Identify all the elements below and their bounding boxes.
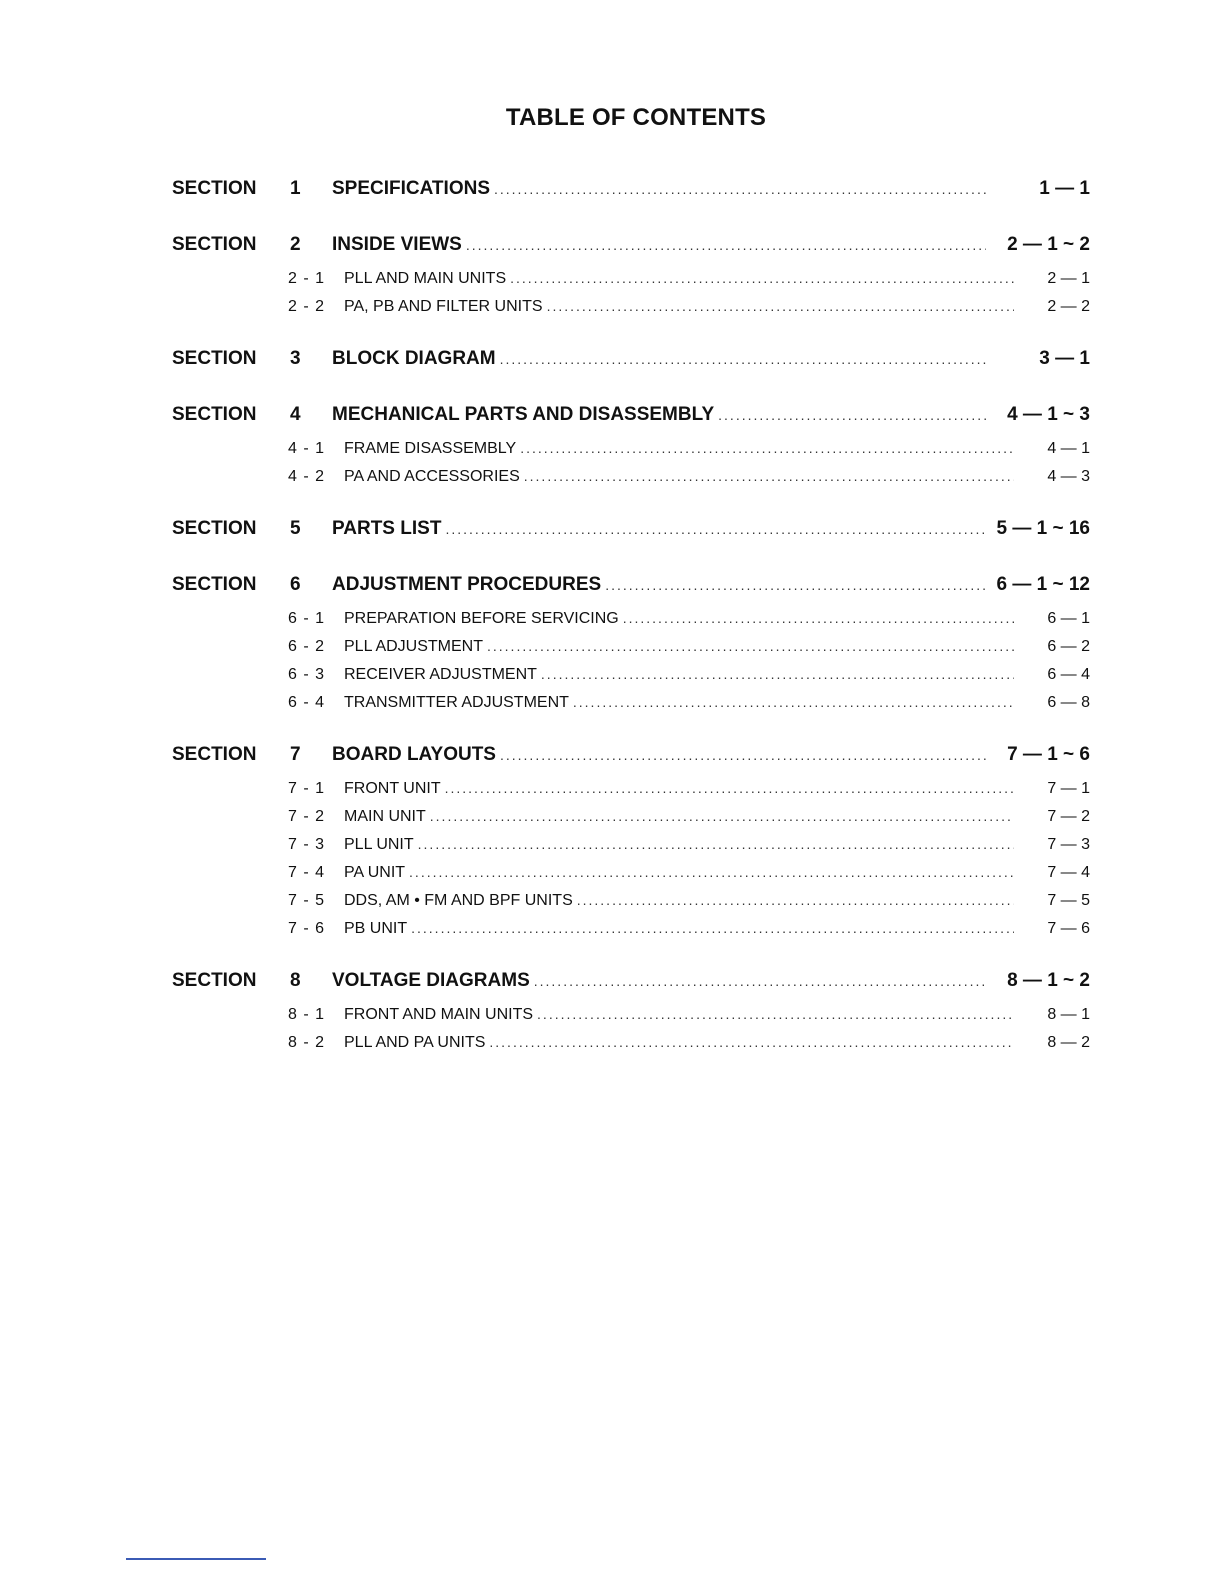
dot-leader xyxy=(409,864,1014,880)
section-number: 4 xyxy=(290,404,301,425)
toc-subsection-row[interactable] xyxy=(172,1034,1090,1062)
section-word: SECTION xyxy=(172,574,257,595)
section-word: SECTION xyxy=(172,178,257,199)
toc-subsection-row[interactable] xyxy=(172,892,1090,920)
subsection-number: 2 - 1 xyxy=(288,270,326,287)
dot-leader xyxy=(623,610,1014,626)
toc-section-row[interactable] xyxy=(172,348,1090,382)
section-word: SECTION xyxy=(172,970,257,991)
subsection-title: PREPARATION BEFORE SERVICING xyxy=(344,610,619,627)
toc-section-row[interactable] xyxy=(172,404,1090,438)
toc-section-row[interactable] xyxy=(172,234,1090,268)
subsection-number: 6 - 3 xyxy=(288,666,326,683)
toc-section xyxy=(172,404,1090,518)
section-title: MECHANICAL PARTS AND DISASSEMBLY xyxy=(332,404,715,425)
toc-section-row[interactable] xyxy=(172,970,1090,1004)
page-title: TABLE OF CONTENTS xyxy=(505,104,767,131)
subsection-number: 7 - 6 xyxy=(288,920,326,937)
toc-section xyxy=(172,744,1090,970)
subsection-number: 7 - 4 xyxy=(288,864,326,881)
section-number: 6 xyxy=(290,574,301,595)
dot-leader xyxy=(547,298,1014,314)
dot-leader xyxy=(718,407,986,423)
subsection-number: 7 - 5 xyxy=(288,892,326,909)
section-number: 7 xyxy=(290,744,301,765)
toc-section-row[interactable] xyxy=(172,518,1090,552)
dot-leader xyxy=(520,440,1014,456)
toc-subsection-row[interactable] xyxy=(172,808,1090,836)
subsection-list xyxy=(172,1006,1090,1062)
subsection-number: 6 - 2 xyxy=(288,638,326,655)
toc-section xyxy=(172,348,1090,404)
subsection-title: RECEIVER ADJUSTMENT xyxy=(344,666,537,683)
subsection-page: 7 — 5 xyxy=(1047,892,1090,909)
subsection-title: PLL UNIT xyxy=(344,836,414,853)
subsection-title: FRAME DISASSEMBLY xyxy=(344,440,517,457)
subsection-number: 6 - 4 xyxy=(288,694,326,711)
section-title: ADJUSTMENT PROCEDURES xyxy=(332,574,602,595)
section-page-range: 8 — 1 ~ 2 xyxy=(1007,970,1090,991)
dot-leader xyxy=(466,237,986,253)
subsection-number: 7 - 3 xyxy=(288,836,326,853)
section-page-range: 2 — 1 ~ 2 xyxy=(1007,234,1090,255)
subsection-page: 4 — 1 xyxy=(1047,440,1090,457)
subsection-page: 7 — 4 xyxy=(1047,864,1090,881)
toc-subsection-row[interactable] xyxy=(172,1006,1090,1034)
subsection-list xyxy=(172,440,1090,496)
section-spacer xyxy=(172,496,1090,518)
subsection-list xyxy=(172,780,1090,948)
subsection-title: DDS, AM • FM AND BPF UNITS xyxy=(344,892,573,909)
subsection-title: PA UNIT xyxy=(344,864,406,881)
dot-leader xyxy=(534,973,986,989)
toc-subsection-row[interactable] xyxy=(172,780,1090,808)
dot-leader xyxy=(577,892,1014,908)
dot-leader xyxy=(605,577,986,593)
dot-leader xyxy=(524,468,1014,484)
subsection-title: PA AND ACCESSORIES xyxy=(344,468,520,485)
section-word: SECTION xyxy=(172,744,257,765)
subsection-title: PLL ADJUSTMENT xyxy=(344,638,483,655)
section-number: 8 xyxy=(290,970,301,991)
section-title: VOLTAGE DIAGRAMS xyxy=(332,970,530,991)
toc-subsection-row[interactable] xyxy=(172,270,1090,298)
subsection-page: 6 — 2 xyxy=(1047,638,1090,655)
subsection-number: 8 - 1 xyxy=(288,1006,326,1023)
subsection-title: FRONT UNIT xyxy=(344,780,441,797)
subsection-page: 8 — 1 xyxy=(1047,1006,1090,1023)
dot-leader xyxy=(573,694,1014,710)
subsection-page: 4 — 3 xyxy=(1047,468,1090,485)
toc-section xyxy=(172,178,1090,234)
subsection-number: 4 - 2 xyxy=(288,468,326,485)
dot-leader xyxy=(487,638,1014,654)
toc-subsection-row[interactable] xyxy=(172,638,1090,666)
subsection-page: 7 — 2 xyxy=(1047,808,1090,825)
section-page-range: 5 — 1 ~ 16 xyxy=(996,518,1090,539)
section-title: PARTS LIST xyxy=(332,518,442,539)
toc-section-row[interactable] xyxy=(172,744,1090,778)
subsection-page: 2 — 1 xyxy=(1047,270,1090,287)
toc-section xyxy=(172,970,1090,1062)
section-spacer xyxy=(172,722,1090,744)
section-spacer xyxy=(172,382,1090,404)
section-page-range: 6 — 1 ~ 12 xyxy=(996,574,1090,595)
section-number: 2 xyxy=(290,234,301,255)
section-word: SECTION xyxy=(172,518,257,539)
toc-subsection-row[interactable] xyxy=(172,836,1090,864)
subsection-list xyxy=(172,610,1090,722)
toc-subsection-row[interactable] xyxy=(172,468,1090,496)
toc-subsection-row[interactable] xyxy=(172,694,1090,722)
subsection-page: 7 — 6 xyxy=(1047,920,1090,937)
section-page-range: 4 — 1 ~ 3 xyxy=(1007,404,1090,425)
dot-leader xyxy=(489,1034,1014,1050)
dot-leader xyxy=(418,836,1014,852)
toc-subsection-row[interactable] xyxy=(172,298,1090,326)
subsection-page: 2 — 2 xyxy=(1047,298,1090,315)
section-word: SECTION xyxy=(172,404,257,425)
section-spacer xyxy=(172,212,1090,234)
dot-leader xyxy=(430,808,1014,824)
toc-subsection-row[interactable] xyxy=(172,440,1090,468)
section-title: SPECIFICATIONS xyxy=(332,178,490,199)
section-page-range: 1 — 1 xyxy=(1039,178,1090,199)
dot-leader xyxy=(510,270,1014,286)
section-number: 1 xyxy=(290,178,301,199)
dot-leader xyxy=(500,351,986,367)
section-title: BLOCK DIAGRAM xyxy=(332,348,496,369)
subsection-page: 7 — 1 xyxy=(1047,780,1090,797)
subsection-title: MAIN UNIT xyxy=(344,808,426,825)
subsection-number: 8 - 2 xyxy=(288,1034,326,1051)
subsection-number: 7 - 1 xyxy=(288,780,326,797)
section-title: BOARD LAYOUTS xyxy=(332,744,496,765)
dot-leader xyxy=(541,666,1014,682)
dot-leader xyxy=(500,747,986,763)
toc-section xyxy=(172,574,1090,744)
section-page-range: 3 — 1 xyxy=(1039,348,1090,369)
section-spacer xyxy=(172,948,1090,970)
subsection-page: 6 — 4 xyxy=(1047,666,1090,683)
subsection-page: 6 — 8 xyxy=(1047,694,1090,711)
dot-leader xyxy=(411,920,1014,936)
section-spacer xyxy=(172,326,1090,348)
section-spacer xyxy=(172,552,1090,574)
toc-subsection-row[interactable] xyxy=(172,864,1090,892)
section-word: SECTION xyxy=(172,234,257,255)
section-number: 3 xyxy=(290,348,301,369)
subsection-list xyxy=(172,270,1090,326)
subsection-number: 2 - 2 xyxy=(288,298,326,315)
subsection-page: 7 — 3 xyxy=(1047,836,1090,853)
footer-rule xyxy=(126,1558,266,1560)
section-page-range: 7 — 1 ~ 6 xyxy=(1007,744,1090,765)
subsection-number: 7 - 2 xyxy=(288,808,326,825)
dot-leader xyxy=(494,181,986,197)
dot-leader xyxy=(445,780,1014,796)
subsection-title: PLL AND MAIN UNITS xyxy=(344,270,507,287)
subsection-title: PB UNIT xyxy=(344,920,408,937)
toc-subsection-row[interactable] xyxy=(172,666,1090,694)
toc-section-row[interactable] xyxy=(172,574,1090,608)
toc-section xyxy=(172,518,1090,574)
section-title: INSIDE VIEWS xyxy=(332,234,462,255)
toc-section-row[interactable] xyxy=(172,178,1090,212)
dot-leader xyxy=(537,1006,1014,1022)
section-number: 5 xyxy=(290,518,301,539)
subsection-title: PA, PB AND FILTER UNITS xyxy=(344,298,543,315)
table-of-contents xyxy=(172,178,1090,1062)
subsection-number: 6 - 1 xyxy=(288,610,326,627)
subsection-page: 8 — 2 xyxy=(1047,1034,1090,1051)
subsection-page: 6 — 1 xyxy=(1047,610,1090,627)
subsection-title: PLL AND PA UNITS xyxy=(344,1034,486,1051)
dot-leader xyxy=(445,521,986,537)
subsection-title: TRANSMITTER ADJUSTMENT xyxy=(344,694,569,711)
subsection-number: 4 - 1 xyxy=(288,440,326,457)
toc-section xyxy=(172,234,1090,348)
section-word: SECTION xyxy=(172,348,257,369)
subsection-title: FRONT AND MAIN UNITS xyxy=(344,1006,534,1023)
toc-subsection-row[interactable] xyxy=(172,610,1090,638)
toc-subsection-row[interactable] xyxy=(172,920,1090,948)
